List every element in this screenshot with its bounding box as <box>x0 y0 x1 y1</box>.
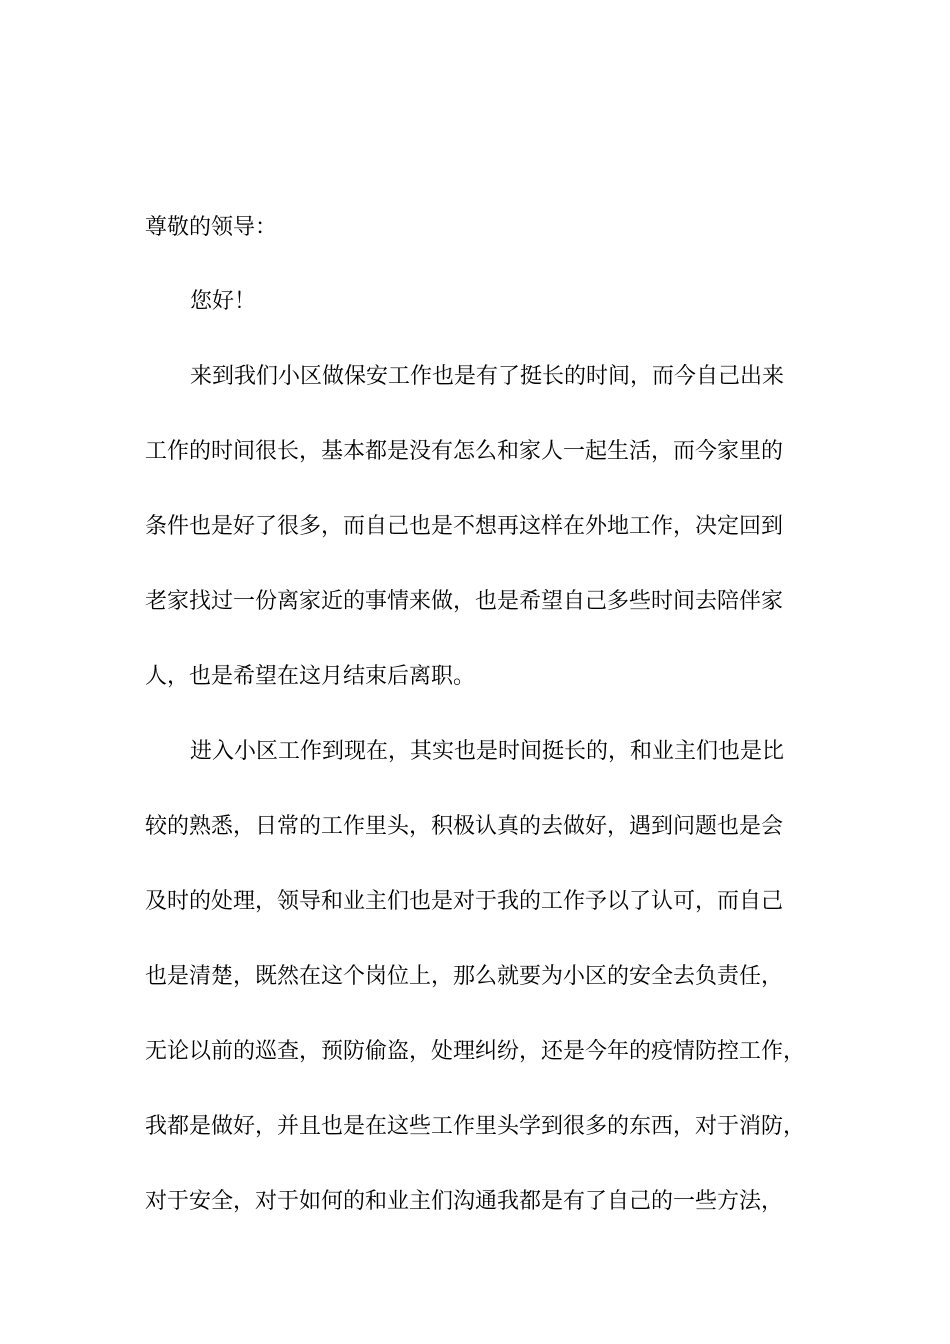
paragraph1-line5: 人，也是希望在这月结束后离职。 <box>145 664 476 689</box>
paragraph2-line4: 也是清楚，既然在这个岗位上，那么就要为小区的安全去负责任， <box>145 964 784 989</box>
paragraph1-line4: 老家找过一份离家近的事情来做，也是希望自己多些时间去陪伴家 <box>145 589 784 614</box>
paragraph2-line6: 我都是做好，并且也是在这些工作里头学到很多的东西，对于消防， <box>145 1114 806 1139</box>
paragraph2-line3: 及时的处理，领导和业主们也是对于我的工作予以了认可，而自己 <box>145 889 784 914</box>
salutation: 尊敬的领导： <box>145 215 278 240</box>
paragraph1-line1: 来到我们小区做保安工作也是有了挺长的时间，而今自己出来 <box>190 364 785 389</box>
paragraph2-line2: 较的熟悉，日常的工作里头，积极认真的去做好，遇到问题也是会 <box>145 814 784 839</box>
paragraph2-line1: 进入小区工作到现在，其实也是时间挺长的，和业主们也是比 <box>190 739 785 764</box>
paragraph1-line2: 工作的时间很长，基本都是没有怎么和家人一起生活，而今家里的 <box>145 439 784 464</box>
greeting: 您好！ <box>190 289 257 314</box>
paragraph2-line5: 无论以前的巡查，预防偷盗，处理纠纷，还是今年的疫情防控工作， <box>145 1039 806 1064</box>
paragraph1-line3: 条件也是好了很多，而自己也是不想再这样在外地工作，决定回到 <box>145 514 784 539</box>
paragraph2-line7: 对于安全，对于如何的和业主们沟通我都是有了自己的一些方法， <box>145 1189 784 1214</box>
